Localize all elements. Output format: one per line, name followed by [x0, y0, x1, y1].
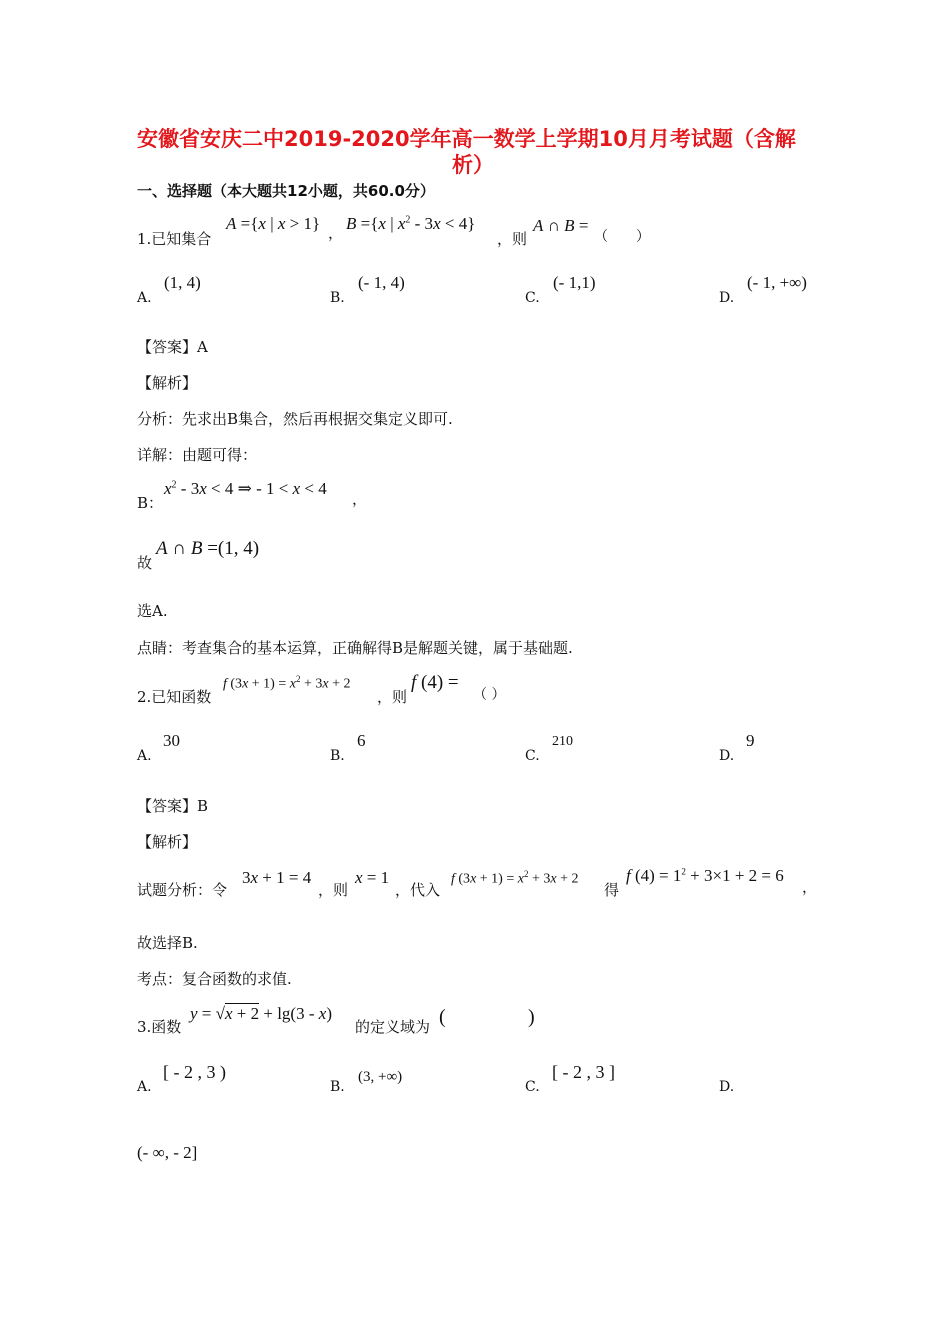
- q2-expr: f (4) =: [411, 672, 459, 693]
- q1-option-c-value: (- 1,1): [553, 273, 596, 292]
- q1-gu: 故: [137, 554, 153, 572]
- q1-then: ，则: [497, 230, 528, 248]
- q1-b-comma: ，: [352, 490, 368, 508]
- q1-paren: （ ）: [594, 229, 650, 245]
- q2-option-a-value: 30: [163, 731, 180, 750]
- q1-option-a-letter: A.: [137, 290, 152, 306]
- q2-choose: 故选择B.: [137, 934, 198, 952]
- q1-comma: ，: [328, 224, 344, 242]
- q2-answer: 【答案】B: [137, 797, 209, 815]
- q2-sol-end: ，: [802, 878, 818, 896]
- q1-prefix: 1.已知集合: [137, 230, 212, 248]
- q3-option-b-value: (3, +∞): [358, 1069, 403, 1085]
- q1-set-a: A ={x | x > 1}: [226, 214, 321, 233]
- q3-option-c-value: [ - 2 , 3 ]: [552, 1062, 615, 1082]
- q2-prefix: 2.已知函数: [137, 688, 212, 706]
- q1-option-b-letter: B.: [330, 290, 345, 306]
- q2-option-a-letter: A.: [137, 748, 152, 764]
- q3-prefix: 3.函数: [137, 1018, 182, 1036]
- q3-option-a-letter: A.: [137, 1079, 152, 1095]
- q3-paren-close: ): [528, 1006, 535, 1028]
- q1-option-b-value: (- 1, 4): [358, 273, 405, 292]
- q1-option-c-letter: C.: [525, 290, 540, 306]
- q2-sol-de: 得: [604, 881, 620, 899]
- q2-option-d-value: 9: [746, 731, 755, 750]
- q2-sol-ze: ，则: [318, 881, 349, 899]
- q1-analysis: 分析：先求出B集合，然后再根据交集定义即可.: [137, 410, 453, 428]
- q3-func: y = √x + 2 + lg(3 - x): [190, 1004, 332, 1023]
- q2-sol-m2: x = 1: [355, 868, 390, 887]
- q1-analysis-header: 【解析】: [137, 374, 198, 392]
- q3-suffix: 的定义域为: [355, 1018, 431, 1036]
- q3-option-b-letter: B.: [330, 1079, 345, 1095]
- q2-paren: （ ）: [473, 687, 506, 703]
- q1-expr: A ∩ B =: [533, 216, 589, 235]
- q3-option-d-letter: D.: [719, 1079, 735, 1095]
- q2-sol-m3: f $(3x + 1) = x^2 + 3x + 2$: [451, 869, 579, 887]
- q2-option-b-letter: B.: [330, 748, 345, 764]
- q1-comment: 点睛：考查集合的基本运算，正确解得B是解题关键，属于基础题.: [137, 639, 573, 657]
- q3-option-c-letter: C.: [525, 1079, 540, 1095]
- q2-option-c-value: 210: [552, 734, 573, 749]
- q2-option-d-letter: D.: [719, 748, 735, 764]
- q2-option-c-letter: C.: [525, 748, 540, 764]
- q1-set-b: B ={x | $x^2 - 3x < 4$}: [346, 214, 476, 233]
- q1-gu-math: A ∩ B =(1, 4): [156, 538, 260, 559]
- page-title: 安徽省安庆二中2019-2020学年高一数学上学期10月月考试题（含解: [137, 127, 796, 151]
- q2-sol-dairu: ，代入: [395, 881, 441, 899]
- q2-option-b-value: 6: [357, 731, 366, 750]
- q2-sol-prefix: 试题分析：令: [137, 881, 228, 899]
- q2-func: f $(3x + 1) = x^2 + 3x + 2$: [223, 674, 351, 692]
- q2-sol-m1: 3x + 1 = 4: [242, 868, 312, 887]
- q1-b-label: B：: [137, 494, 164, 512]
- q2-point: 考点：复合函数的求值.: [137, 970, 292, 988]
- q1-choose: 选A.: [137, 602, 168, 620]
- q1-detail: 详解：由题可得：: [137, 446, 258, 464]
- q3-option-d-value: (- ∞, - 2]: [137, 1143, 198, 1162]
- q2-sol-m4: f $(4) = 1^2 + 3\times 1 + 2 = 6$: [626, 866, 784, 885]
- q1-answer: 【答案】A: [137, 338, 208, 356]
- section-heading: 一、选择题（本大题共12小题，共60.0分）: [137, 182, 435, 200]
- page-title-cont: 析）: [452, 153, 494, 177]
- q3-option-a-value: [ - 2 , 3 ): [163, 1062, 226, 1082]
- q2-then: ，则: [377, 688, 408, 706]
- q2-analysis-header: 【解析】: [137, 833, 198, 851]
- q1-option-a-value: (1, 4): [164, 273, 201, 292]
- q1-option-d-value: (- 1, +∞): [747, 273, 807, 292]
- q3-paren-open: (: [439, 1006, 446, 1028]
- q1-b-math: $x^2 - 3x < 4$ ⇒ - 1 < x < 4: [164, 479, 327, 498]
- q1-option-d-letter: D.: [719, 290, 735, 306]
